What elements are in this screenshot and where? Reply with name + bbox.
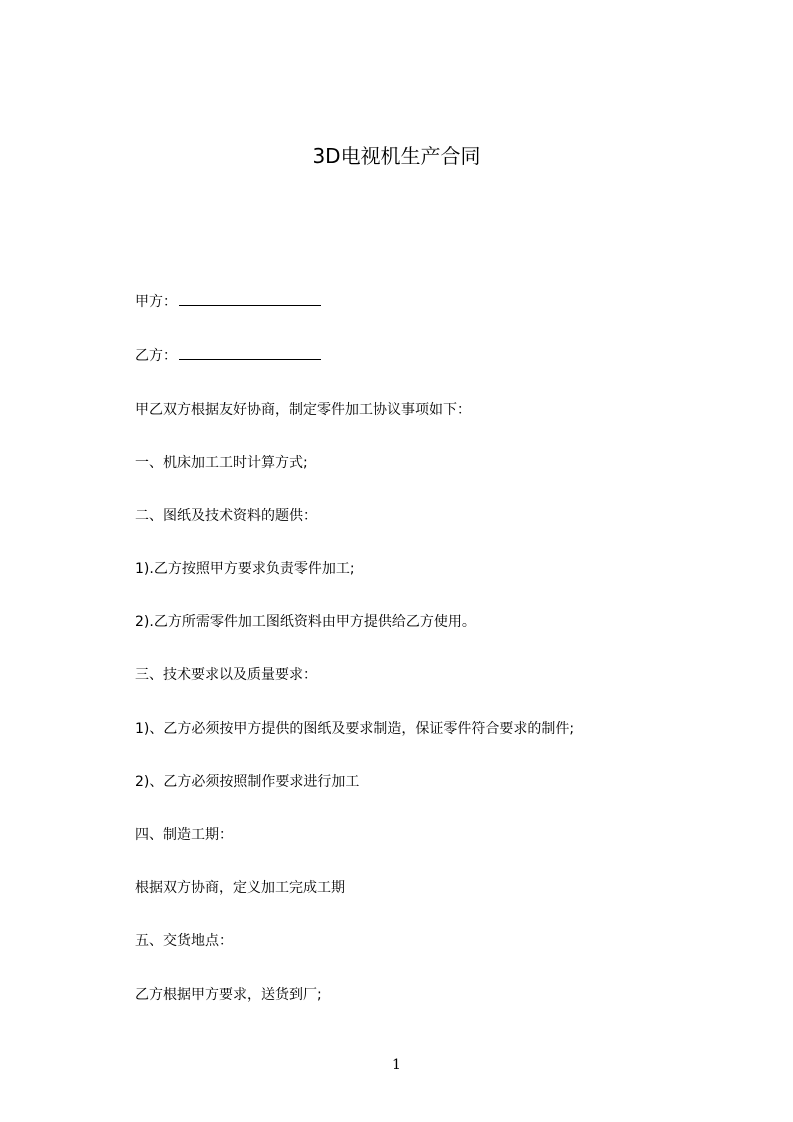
document-title: 3D电视机生产合同 bbox=[312, 144, 481, 168]
page-number: 1 bbox=[392, 1057, 401, 1073]
party-b-label: 乙方： bbox=[135, 348, 177, 364]
intro-paragraph: 甲乙双方根据友好协商，制定零件加工协议事项如下： bbox=[135, 402, 471, 418]
party-a-label: 甲方： bbox=[135, 294, 177, 310]
clause-2-1: 1).乙方按照甲方要求负责零件加工; bbox=[135, 561, 355, 577]
clause-3-2: 2)、乙方必须按照制作要求进行加工 bbox=[135, 774, 360, 790]
clause-3-1: 1)、乙方必须按甲方提供的图纸及要求制造，保证零件符合要求的制件; bbox=[135, 721, 575, 737]
party-a-line bbox=[135, 291, 321, 312]
party-a-blank bbox=[179, 291, 321, 306]
party-b-line bbox=[135, 345, 321, 366]
party-b-blank bbox=[179, 345, 321, 360]
clause-5-1: 乙方根据甲方要求，送货到厂; bbox=[135, 987, 322, 1003]
section-heading-5: 五、交货地点： bbox=[135, 933, 233, 949]
section-heading-3: 三、技术要求以及质量要求： bbox=[135, 667, 317, 683]
clause-2-2: 2).乙方所需零件加工图纸资料由甲方提供给乙方使用。 bbox=[135, 614, 476, 630]
section-heading-4: 四、制造工期： bbox=[135, 827, 233, 843]
section-heading-1: 一、机床加工工时计算方式; bbox=[135, 455, 308, 471]
section-heading-2: 二、图纸及技术资料的题供： bbox=[135, 508, 317, 524]
clause-4-1: 根据双方协商，定义加工完成工期 bbox=[135, 880, 345, 896]
